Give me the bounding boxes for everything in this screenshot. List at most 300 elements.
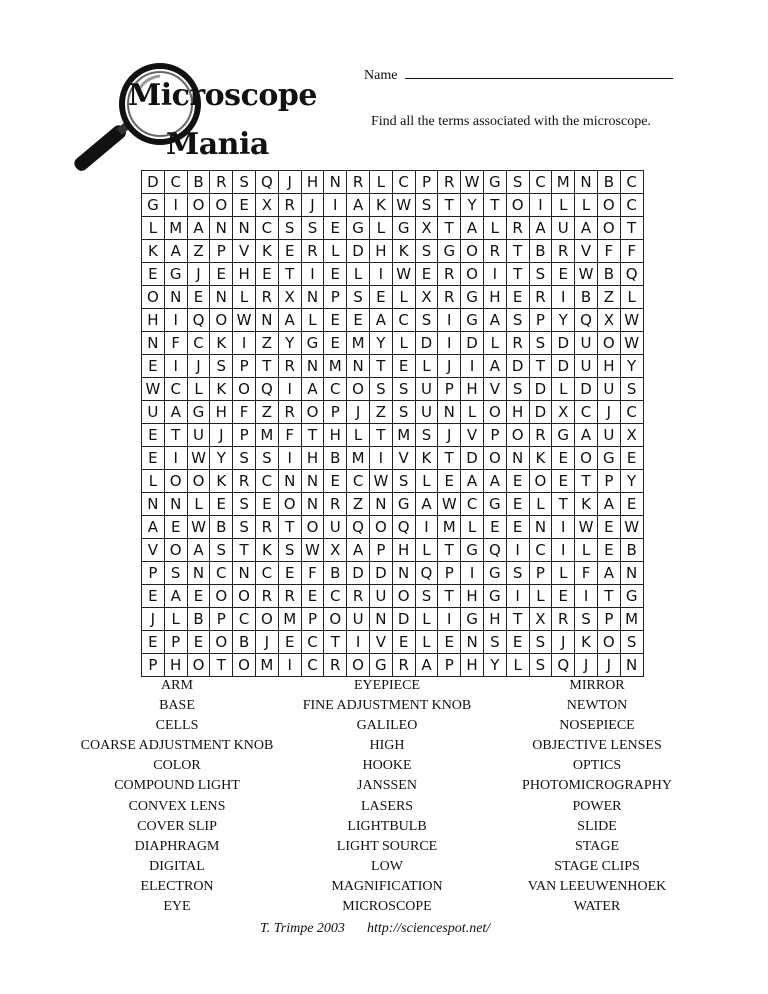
grid-cell[interactable]: G — [461, 286, 484, 309]
grid-cell[interactable]: W — [142, 378, 165, 401]
grid-cell[interactable]: G — [483, 493, 506, 516]
grid-cell[interactable]: Z — [187, 240, 210, 263]
grid-cell[interactable]: Y — [210, 447, 233, 470]
grid-cell[interactable]: C — [255, 562, 278, 585]
grid-cell[interactable]: L — [142, 217, 165, 240]
grid-cell[interactable]: A — [483, 470, 506, 493]
grid-cell[interactable]: A — [575, 424, 598, 447]
grid-cell[interactable]: R — [392, 654, 415, 677]
grid-cell[interactable]: R — [278, 401, 301, 424]
grid-cell[interactable]: I — [164, 194, 187, 217]
grid-cell[interactable]: J — [210, 424, 233, 447]
grid-cell[interactable]: G — [301, 332, 324, 355]
grid-cell[interactable]: N — [301, 355, 324, 378]
grid-cell[interactable]: J — [142, 608, 165, 631]
grid-cell[interactable]: R — [438, 286, 461, 309]
grid-cell[interactable]: E — [438, 470, 461, 493]
grid-cell[interactable]: L — [461, 401, 484, 424]
grid-cell[interactable]: U — [415, 378, 438, 401]
grid-cell[interactable]: J — [438, 424, 461, 447]
grid-cell[interactable]: R — [255, 585, 278, 608]
grid-cell[interactable]: H — [461, 585, 484, 608]
grid-cell[interactable]: N — [461, 631, 484, 654]
grid-cell[interactable]: I — [506, 585, 529, 608]
grid-cell[interactable]: S — [575, 608, 598, 631]
grid-cell[interactable]: X — [415, 286, 438, 309]
grid-cell[interactable]: J — [552, 631, 575, 654]
grid-cell[interactable]: C — [392, 171, 415, 194]
grid-cell[interactable]: B — [187, 171, 210, 194]
grid-cell[interactable]: J — [255, 631, 278, 654]
grid-cell[interactable]: L — [552, 194, 575, 217]
grid-cell[interactable]: L — [369, 171, 392, 194]
grid-cell[interactable]: E — [506, 516, 529, 539]
grid-cell[interactable]: O — [392, 585, 415, 608]
grid-cell[interactable]: E — [506, 631, 529, 654]
grid-cell[interactable]: C — [164, 171, 187, 194]
grid-cell[interactable]: G — [187, 401, 210, 424]
grid-cell[interactable]: N — [255, 309, 278, 332]
grid-cell[interactable]: C — [164, 378, 187, 401]
grid-cell[interactable]: H — [142, 309, 165, 332]
grid-cell[interactable]: V — [461, 424, 484, 447]
grid-cell[interactable]: W — [301, 539, 324, 562]
grid-cell[interactable]: I — [415, 516, 438, 539]
grid-cell[interactable]: Z — [369, 401, 392, 424]
grid-cell[interactable]: W — [620, 332, 643, 355]
grid-cell[interactable]: Q — [415, 562, 438, 585]
grid-cell[interactable]: M — [347, 447, 370, 470]
grid-cell[interactable]: J — [597, 401, 620, 424]
grid-cell[interactable]: T — [278, 516, 301, 539]
grid-cell[interactable]: I — [278, 447, 301, 470]
grid-cell[interactable]: O — [301, 516, 324, 539]
grid-cell[interactable]: X — [324, 539, 347, 562]
grid-cell[interactable]: C — [210, 562, 233, 585]
grid-cell[interactable]: S — [233, 493, 256, 516]
grid-cell[interactable]: U — [597, 378, 620, 401]
grid-cell[interactable]: L — [233, 286, 256, 309]
grid-cell[interactable]: M — [255, 424, 278, 447]
grid-cell[interactable]: Z — [255, 332, 278, 355]
grid-cell[interactable]: P — [164, 631, 187, 654]
grid-cell[interactable]: P — [210, 240, 233, 263]
grid-cell[interactable]: N — [369, 493, 392, 516]
grid-cell[interactable]: G — [164, 263, 187, 286]
grid-cell[interactable]: P — [142, 654, 165, 677]
grid-cell[interactable]: O — [278, 493, 301, 516]
grid-cell[interactable]: R — [506, 217, 529, 240]
grid-cell[interactable]: I — [369, 263, 392, 286]
grid-cell[interactable]: P — [529, 309, 552, 332]
grid-cell[interactable]: L — [483, 217, 506, 240]
grid-cell[interactable]: E — [506, 493, 529, 516]
grid-cell[interactable]: D — [415, 332, 438, 355]
grid-cell[interactable]: J — [347, 401, 370, 424]
grid-cell[interactable]: V — [142, 539, 165, 562]
grid-cell[interactable]: E — [142, 447, 165, 470]
grid-cell[interactable]: K — [392, 240, 415, 263]
grid-cell[interactable]: L — [415, 539, 438, 562]
grid-cell[interactable]: T — [438, 539, 461, 562]
grid-cell[interactable]: K — [210, 332, 233, 355]
grid-cell[interactable]: X — [415, 217, 438, 240]
grid-cell[interactable]: M — [347, 332, 370, 355]
grid-cell[interactable]: Y — [461, 194, 484, 217]
grid-cell[interactable]: L — [575, 194, 598, 217]
grid-cell[interactable]: U — [597, 424, 620, 447]
grid-cell[interactable]: V — [392, 447, 415, 470]
grid-cell[interactable]: O — [301, 401, 324, 424]
grid-cell[interactable]: T — [210, 654, 233, 677]
grid-cell[interactable]: R — [529, 286, 552, 309]
grid-cell[interactable]: S — [233, 516, 256, 539]
grid-cell[interactable]: T — [597, 585, 620, 608]
grid-cell[interactable]: A — [142, 516, 165, 539]
grid-cell[interactable]: O — [164, 539, 187, 562]
grid-cell[interactable]: J — [301, 194, 324, 217]
grid-cell[interactable]: S — [278, 539, 301, 562]
grid-cell[interactable]: E — [187, 286, 210, 309]
grid-cell[interactable]: A — [597, 562, 620, 585]
grid-cell[interactable]: D — [347, 240, 370, 263]
grid-cell[interactable]: T — [301, 424, 324, 447]
grid-cell[interactable]: T — [438, 217, 461, 240]
grid-cell[interactable]: N — [233, 562, 256, 585]
grid-cell[interactable]: G — [483, 585, 506, 608]
grid-cell[interactable]: Q — [187, 309, 210, 332]
grid-cell[interactable]: S — [506, 309, 529, 332]
grid-cell[interactable]: N — [301, 470, 324, 493]
grid-cell[interactable]: G — [369, 654, 392, 677]
grid-cell[interactable]: E — [620, 447, 643, 470]
grid-cell[interactable]: N — [347, 355, 370, 378]
grid-cell[interactable]: O — [369, 516, 392, 539]
grid-cell[interactable]: R — [347, 171, 370, 194]
grid-cell[interactable]: R — [255, 516, 278, 539]
grid-cell[interactable]: O — [461, 240, 484, 263]
grid-cell[interactable]: I — [369, 447, 392, 470]
grid-cell[interactable]: N — [620, 654, 643, 677]
grid-cell[interactable]: T — [529, 355, 552, 378]
footer-url[interactable]: http://sciencespot.net/ — [366, 921, 491, 936]
grid-cell[interactable]: E — [187, 585, 210, 608]
grid-cell[interactable]: U — [552, 217, 575, 240]
grid-cell[interactable]: P — [415, 171, 438, 194]
grid-cell[interactable]: E — [324, 217, 347, 240]
grid-cell[interactable]: P — [597, 470, 620, 493]
grid-cell[interactable]: E — [164, 516, 187, 539]
grid-cell[interactable]: A — [415, 493, 438, 516]
grid-cell[interactable]: L — [575, 539, 598, 562]
grid-cell[interactable]: E — [278, 562, 301, 585]
grid-cell[interactable]: O — [597, 631, 620, 654]
grid-cell[interactable]: V — [575, 240, 598, 263]
grid-cell[interactable]: N — [278, 470, 301, 493]
grid-cell[interactable]: Z — [597, 286, 620, 309]
grid-cell[interactable]: W — [233, 309, 256, 332]
grid-cell[interactable]: T — [438, 194, 461, 217]
grid-cell[interactable]: N — [187, 562, 210, 585]
grid-cell[interactable]: L — [347, 424, 370, 447]
grid-cell[interactable]: B — [187, 608, 210, 631]
grid-cell[interactable]: X — [529, 608, 552, 631]
grid-cell[interactable]: C — [324, 585, 347, 608]
grid-cell[interactable]: L — [301, 309, 324, 332]
grid-cell[interactable]: A — [597, 493, 620, 516]
grid-cell[interactable]: I — [301, 263, 324, 286]
grid-cell[interactable]: O — [233, 585, 256, 608]
grid-cell[interactable]: O — [210, 309, 233, 332]
grid-cell[interactable]: J — [187, 355, 210, 378]
grid-cell[interactable]: E — [347, 309, 370, 332]
grid-cell[interactable]: S — [506, 378, 529, 401]
grid-cell[interactable]: I — [324, 194, 347, 217]
grid-cell[interactable]: F — [301, 562, 324, 585]
grid-cell[interactable]: N — [142, 332, 165, 355]
grid-cell[interactable]: E — [392, 631, 415, 654]
grid-cell[interactable]: C — [461, 493, 484, 516]
grid-cell[interactable]: I — [529, 194, 552, 217]
grid-cell[interactable]: W — [438, 493, 461, 516]
grid-cell[interactable]: H — [233, 263, 256, 286]
grid-cell[interactable]: I — [233, 332, 256, 355]
grid-cell[interactable]: E — [324, 263, 347, 286]
grid-cell[interactable]: A — [164, 585, 187, 608]
grid-cell[interactable]: R — [483, 240, 506, 263]
grid-cell[interactable]: R — [233, 470, 256, 493]
grid-cell[interactable]: D — [392, 608, 415, 631]
grid-cell[interactable]: S — [369, 378, 392, 401]
grid-cell[interactable]: G — [142, 194, 165, 217]
grid-cell[interactable]: I — [483, 263, 506, 286]
grid-cell[interactable]: E — [142, 355, 165, 378]
grid-cell[interactable]: U — [324, 516, 347, 539]
grid-cell[interactable]: S — [392, 470, 415, 493]
grid-cell[interactable]: E — [142, 585, 165, 608]
grid-cell[interactable]: L — [187, 493, 210, 516]
grid-cell[interactable]: O — [164, 470, 187, 493]
grid-cell[interactable]: A — [483, 309, 506, 332]
grid-cell[interactable]: R — [301, 240, 324, 263]
grid-cell[interactable]: M — [324, 355, 347, 378]
grid-cell[interactable]: Z — [347, 493, 370, 516]
grid-cell[interactable]: N — [301, 286, 324, 309]
grid-cell[interactable]: L — [392, 332, 415, 355]
grid-cell[interactable]: P — [142, 562, 165, 585]
grid-cell[interactable]: U — [415, 401, 438, 424]
name-field[interactable] — [364, 66, 673, 84]
grid-cell[interactable]: K — [210, 378, 233, 401]
grid-cell[interactable]: T — [255, 355, 278, 378]
grid-cell[interactable]: P — [483, 424, 506, 447]
grid-cell[interactable]: E — [506, 286, 529, 309]
grid-cell[interactable]: U — [347, 608, 370, 631]
grid-cell[interactable]: E — [392, 355, 415, 378]
grid-cell[interactable]: P — [233, 355, 256, 378]
grid-cell[interactable]: P — [529, 562, 552, 585]
grid-cell[interactable]: W — [461, 171, 484, 194]
grid-cell[interactable]: S — [415, 194, 438, 217]
grid-cell[interactable]: T — [575, 470, 598, 493]
grid-cell[interactable]: L — [142, 470, 165, 493]
grid-cell[interactable]: A — [187, 539, 210, 562]
grid-cell[interactable]: F — [278, 424, 301, 447]
grid-cell[interactable]: V — [233, 240, 256, 263]
grid-cell[interactable]: C — [301, 631, 324, 654]
grid-cell[interactable]: T — [438, 447, 461, 470]
grid-cell[interactable]: H — [483, 608, 506, 631]
grid-cell[interactable]: C — [233, 608, 256, 631]
grid-cell[interactable]: B — [597, 263, 620, 286]
grid-cell[interactable]: C — [529, 171, 552, 194]
grid-cell[interactable]: O — [187, 470, 210, 493]
grid-cell[interactable]: O — [347, 654, 370, 677]
grid-cell[interactable]: F — [575, 562, 598, 585]
grid-cell[interactable]: I — [164, 447, 187, 470]
grid-cell[interactable]: S — [210, 355, 233, 378]
grid-cell[interactable]: S — [415, 585, 438, 608]
grid-cell[interactable]: T — [233, 539, 256, 562]
grid-cell[interactable]: J — [438, 355, 461, 378]
grid-cell[interactable]: M — [278, 608, 301, 631]
grid-cell[interactable]: I — [347, 631, 370, 654]
grid-cell[interactable]: C — [324, 378, 347, 401]
grid-cell[interactable]: G — [483, 562, 506, 585]
grid-cell[interactable]: A — [187, 217, 210, 240]
grid-cell[interactable]: K — [255, 539, 278, 562]
grid-cell[interactable]: E — [255, 263, 278, 286]
grid-cell[interactable]: P — [438, 654, 461, 677]
grid-cell[interactable]: M — [392, 424, 415, 447]
grid-cell[interactable]: F — [233, 401, 256, 424]
grid-cell[interactable]: Q — [552, 654, 575, 677]
grid-cell[interactable]: R — [278, 585, 301, 608]
grid-cell[interactable]: G — [347, 217, 370, 240]
grid-cell[interactable]: L — [506, 654, 529, 677]
grid-cell[interactable]: W — [187, 447, 210, 470]
grid-cell[interactable]: D — [552, 355, 575, 378]
grid-cell[interactable]: H — [392, 539, 415, 562]
grid-cell[interactable]: K — [415, 447, 438, 470]
grid-cell[interactable]: O — [324, 608, 347, 631]
grid-cell[interactable]: R — [347, 585, 370, 608]
grid-cell[interactable]: N — [210, 286, 233, 309]
grid-cell[interactable]: A — [369, 309, 392, 332]
grid-cell[interactable]: G — [483, 171, 506, 194]
grid-cell[interactable]: I — [552, 516, 575, 539]
grid-cell[interactable]: H — [461, 654, 484, 677]
grid-cell[interactable]: H — [506, 401, 529, 424]
grid-cell[interactable]: N — [301, 493, 324, 516]
grid-cell[interactable]: E — [552, 263, 575, 286]
grid-cell[interactable]: Q — [255, 378, 278, 401]
grid-cell[interactable]: E — [142, 631, 165, 654]
grid-cell[interactable]: Z — [255, 401, 278, 424]
grid-cell[interactable]: R — [324, 493, 347, 516]
grid-cell[interactable]: S — [506, 171, 529, 194]
grid-cell[interactable]: H — [301, 171, 324, 194]
grid-cell[interactable]: O — [506, 424, 529, 447]
grid-cell[interactable]: L — [415, 470, 438, 493]
grid-cell[interactable]: R — [278, 355, 301, 378]
grid-cell[interactable]: Q — [392, 516, 415, 539]
grid-cell[interactable]: I — [506, 539, 529, 562]
grid-cell[interactable]: S — [483, 631, 506, 654]
grid-cell[interactable]: S — [620, 631, 643, 654]
grid-cell[interactable]: E — [552, 447, 575, 470]
grid-cell[interactable]: J — [278, 171, 301, 194]
grid-cell[interactable]: B — [575, 286, 598, 309]
grid-cell[interactable]: I — [164, 309, 187, 332]
grid-cell[interactable]: W — [575, 516, 598, 539]
grid-cell[interactable]: H — [483, 286, 506, 309]
grid-cell[interactable]: A — [461, 470, 484, 493]
grid-cell[interactable]: S — [233, 171, 256, 194]
grid-cell[interactable]: B — [324, 562, 347, 585]
grid-cell[interactable]: E — [233, 194, 256, 217]
grid-cell[interactable]: H — [324, 424, 347, 447]
grid-cell[interactable]: H — [164, 654, 187, 677]
grid-cell[interactable]: U — [369, 585, 392, 608]
grid-cell[interactable]: L — [369, 217, 392, 240]
grid-cell[interactable]: V — [483, 378, 506, 401]
grid-cell[interactable]: Y — [278, 332, 301, 355]
grid-cell[interactable]: Y — [620, 355, 643, 378]
grid-cell[interactable]: N — [506, 447, 529, 470]
grid-cell[interactable]: D — [506, 355, 529, 378]
grid-cell[interactable]: P — [597, 608, 620, 631]
grid-cell[interactable]: F — [620, 240, 643, 263]
grid-cell[interactable]: O — [347, 378, 370, 401]
grid-cell[interactable]: H — [461, 378, 484, 401]
grid-cell[interactable]: N — [438, 401, 461, 424]
grid-cell[interactable]: N — [392, 562, 415, 585]
grid-cell[interactable]: E — [552, 585, 575, 608]
grid-cell[interactable]: T — [506, 608, 529, 631]
grid-cell[interactable]: O — [483, 401, 506, 424]
grid-cell[interactable]: W — [369, 470, 392, 493]
grid-cell[interactable]: O — [529, 470, 552, 493]
grid-cell[interactable]: R — [324, 654, 347, 677]
grid-cell[interactable]: E — [301, 585, 324, 608]
grid-cell[interactable]: Q — [347, 516, 370, 539]
grid-cell[interactable]: O — [187, 194, 210, 217]
grid-cell[interactable]: W — [620, 309, 643, 332]
grid-cell[interactable]: E — [369, 286, 392, 309]
grid-cell[interactable]: S — [233, 447, 256, 470]
grid-cell[interactable]: E — [438, 631, 461, 654]
grid-cell[interactable]: O — [233, 654, 256, 677]
grid-cell[interactable]: B — [620, 539, 643, 562]
grid-cell[interactable]: H — [597, 355, 620, 378]
grid-cell[interactable]: L — [552, 562, 575, 585]
grid-cell[interactable]: S — [529, 654, 552, 677]
grid-cell[interactable]: E — [278, 631, 301, 654]
grid-cell[interactable]: F — [597, 240, 620, 263]
grid-cell[interactable]: R — [552, 240, 575, 263]
grid-cell[interactable]: O — [506, 194, 529, 217]
grid-cell[interactable]: A — [164, 401, 187, 424]
grid-cell[interactable]: E — [324, 309, 347, 332]
grid-cell[interactable]: B — [210, 516, 233, 539]
grid-cell[interactable]: G — [392, 493, 415, 516]
grid-cell[interactable]: C — [255, 470, 278, 493]
grid-cell[interactable]: I — [278, 654, 301, 677]
grid-cell[interactable]: T — [369, 355, 392, 378]
grid-cell[interactable]: N — [164, 286, 187, 309]
grid-cell[interactable]: U — [187, 424, 210, 447]
